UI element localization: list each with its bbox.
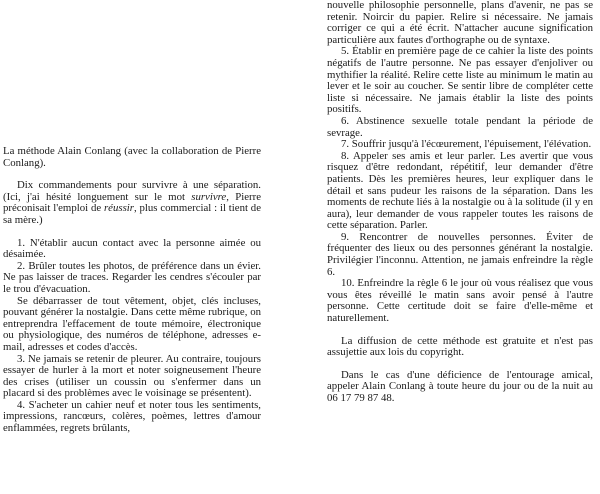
intro-text-2: , Pierre préconisait l'emploi de (3, 190, 261, 215)
commandment-4-continued: nouvelle philosophie personnelle, plans d'avenir, ne pas se retenir. Noircir du papier. Relire si nécessaire. Ne jamais corriger ce qui a été écrit. N'attacher aucune signification particulière aux fautes d'orthographe ou de syntaxe. (327, 0, 593, 46)
intro-emphasis-survivre: survivre (191, 190, 227, 203)
commandment-2: 2. Brûler toutes les photos, de préférence dans un évier. Ne pas laisser de traces. Regarder les cendres s'écouler par le trou d'évacuation. (3, 259, 261, 295)
commandment-3: 3. Ne jamais se retenir de pleurer. Au contraire, toujours essayer de hurler à la mort et noter soigneusement l'heure des crises (utiliser un coussin ou s'enfermer dans un placard si des problèmes avec le voisinage se présentent). (3, 352, 261, 400)
method-heading: La méthode Alain Conlang (avec la collaboration de Pierre Conlang). (3, 145, 261, 169)
commandment-7: 7. Souffrir jusqu'à l'écœurement, l'épuisement, l'élévation. (341, 138, 592, 151)
intro-emphasis-reussir: réussir (103, 202, 134, 215)
contact-note: Dans le cas d'une déficience de l'entourage amical, appeler Alain Conlang à toute heure du jour ou de la nuit au 06 17 79 87 48. (327, 368, 593, 404)
commandment-2-continued: Se débarrasser de tout vêtement, objet, clés incluses, pouvant générer la nostalgie. Dans cette même rubrique, on entreprendra l'effacement de toute mémoire, électronique ou physiologique, des numéros de téléphone, adresses e-mail, adresses et codes d'accès. (3, 294, 261, 353)
left-column (3, 0, 261, 435)
intro-paragraph (3, 180, 261, 226)
intro-text-3: , plus commercial : il tient de sa mère.) (3, 202, 261, 226)
commandment-4: 4. S'acheter un cahier neuf et noter tous les sentiments, impressions, rancœurs, colères, poèmes, lettres d'amour enflammées, regrets brûlants, (3, 398, 261, 435)
commandment-5: 5. Établir en première page de ce cahier la liste des points négatifs de l'autre personne. Ne pas essayer d'enjoliver ou mythifier la réalité. Relire cette liste au minimum le matin au lever et le soir au coucher. Se sentir libre de compléter cette liste si nécessaire. Ne jamais établir la liste des points positifs. (327, 45, 593, 116)
commandment-8: 8. Appeler ses amis et leur parler. Les avertir que vous risquez d'être redondant, répétitif, leur demander d'être patients. Dès les premières heures, leur expliquer dans le détail et sans pudeur les raisons de la séparation. Dans les moments de rechute liés à la nostalgie ou à la solitude (il y en aura), leur demander de vous rappeler toutes les raisons de cette séparation. Parler. (327, 149, 593, 232)
spacer (327, 325, 593, 336)
diffusion-note: La diffusion de cette méthode est gratuite et n'est pas assujettie aux lois du copyright. (327, 334, 593, 359)
intro-text-1: Dix commandements pour survivre à une séparation. (Ici, j'ai hésité longuement sur le mot (3, 179, 261, 203)
commandment-9: 9. Rencontrer de nouvelles personnes. Éviter de fréquenter des lieux ou des personnes générant la nostalgie. Privilégier l'inconnu. Attention, ne jamais enfreindre la règle 6. (327, 230, 593, 278)
right-column (327, 0, 593, 405)
commandment-1: 1. N'établir aucun contact avec la personne aimée ou désaimée. (3, 236, 261, 261)
spacer (3, 227, 261, 238)
commandment-6: 6. Abstinence sexuelle totale pendant la période de sevrage. (327, 114, 593, 139)
commandment-10: 10. Enfreindre la règle 6 le jour où vous réalisez que vous vous êtes réveillé le matin sans avoir pensé à l'autre personne. Cette certitude doit se faire d'elle-même et naturellement. (327, 277, 593, 325)
